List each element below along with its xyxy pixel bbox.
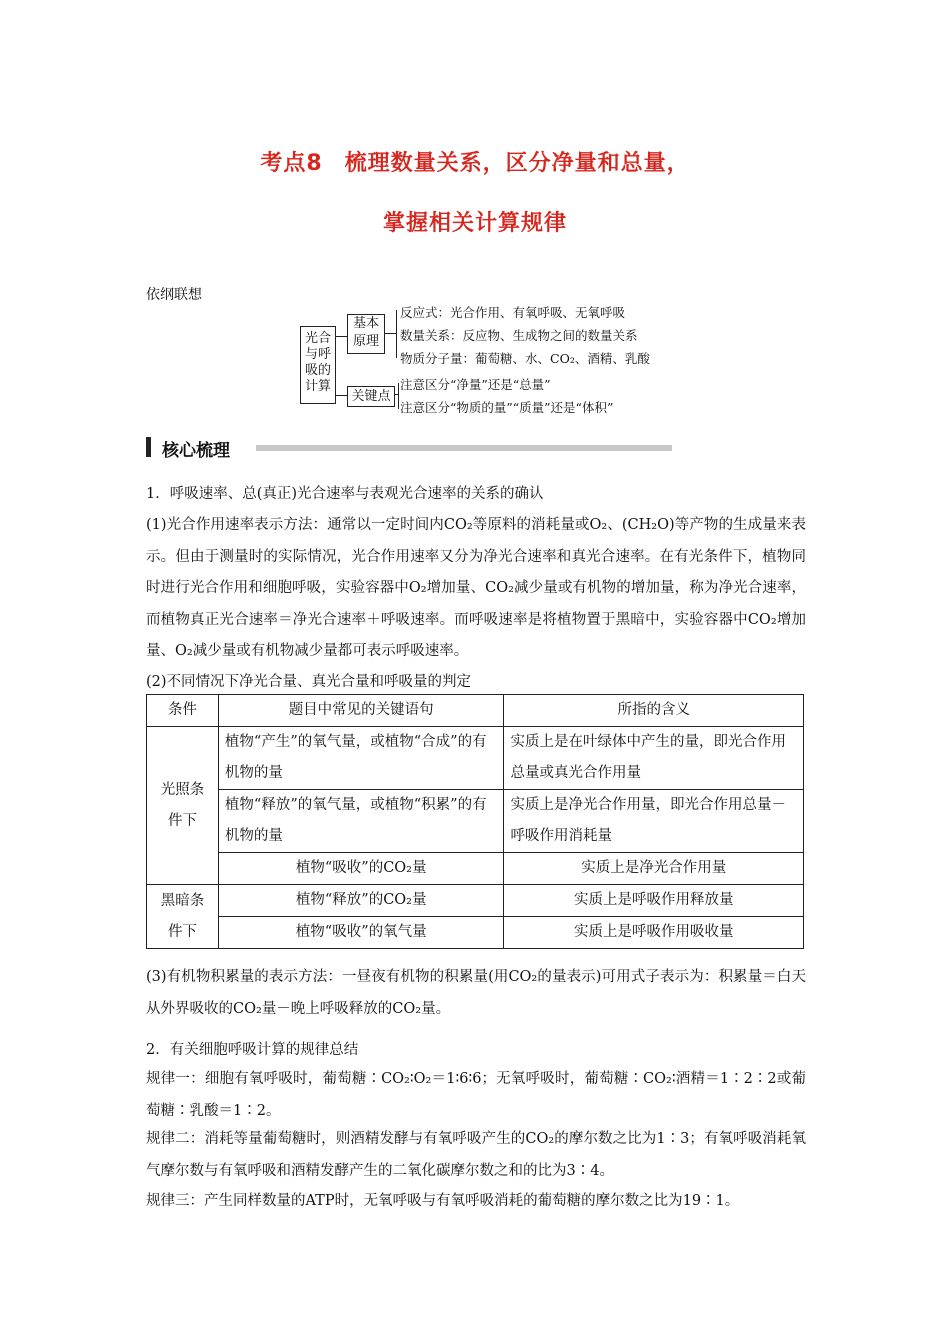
table-row (147, 917, 804, 949)
rule-3: 规律三：产生同样数量的ATP时，无氧呼吸与有氧呼吸消耗的葡萄糖的摩尔数之比为19∶1。 (146, 1193, 740, 1209)
table-row (147, 790, 804, 853)
condition-light: 光照条件下 (147, 727, 219, 885)
table-header-row (147, 695, 804, 727)
section-rule (256, 445, 672, 451)
table-cell: 实质上是净光合作用量，即光合作用总量－呼吸作用消耗量 (504, 790, 804, 853)
table-cell: 实质上是呼吸作用吸收量 (504, 917, 804, 949)
table-cell: 实质上是净光合作用量 (504, 853, 804, 885)
table-cell: 植物“产生”的氧气量，或植物“合成”的有机物的量 (218, 727, 504, 790)
connector (398, 383, 399, 409)
outline-label: 依纲联想 (146, 287, 202, 303)
table-cell: 实质上是呼吸作用释放量 (504, 885, 804, 917)
paragraph-1: (1)光合作用速率表示方法：通常以一定时间内CO₂等原料的消耗量或O₂、(CH₂O)等产物的生成量来表示。但由于测量时的实际情况，光合作用速率又分为净光合速率和真光合速率。在有光条件下，植物同时进行光合作用和细胞呼吸，实验容器中O₂增加量、CO₂减少量或有机物的增加量，称为净光合速率，而植物真正光合速率＝净光合速率＋呼吸速率。而呼吸速率是将植物置于黑暗中，实验容器中CO₂增加量、O₂减少量或有机物减少量都可表示呼吸速率。 (146, 517, 806, 659)
table-row (147, 885, 804, 917)
section-title: 核心梳理 (162, 441, 230, 461)
rule-1: 规律一：细胞有氧呼吸时，葡萄糖∶CO₂∶O₂＝1∶6∶6；无氧呼吸时，葡萄糖∶CO₂∶酒精＝1∶2∶2或葡萄糖∶乳酸＝1∶2。 (146, 1071, 806, 1119)
outline-item: 注意区分“净量”还是“总量” (400, 377, 551, 392)
judgement-table (146, 694, 804, 949)
table-cell: 实质上是在叶绿体中产生的量，即光合作用总量或真光合作用量 (504, 727, 804, 790)
connector (384, 333, 396, 334)
outline-item: 物质分子量：葡萄糖、水、CO₂、酒精、乳酸 (400, 351, 650, 366)
table-cell: 植物“吸收”的CO₂量 (218, 853, 504, 885)
table-header: 条件 (147, 695, 219, 727)
outline-item: 注意区分“物质的量”“质量”还是“体积” (400, 400, 614, 415)
outline-item: 数量关系：反应物、生成物之间的数量关系 (400, 328, 638, 343)
connector (335, 336, 336, 396)
heading-2: 2．有关细胞呼吸计算的规律总结 (146, 1042, 359, 1058)
page-title-line1 (0, 146, 950, 177)
section-marker (146, 437, 151, 457)
table-cell: 植物“吸收”的氧气量 (218, 917, 504, 949)
paragraph-2: (2)不同情况下净光合量、真光合量和呼吸量的判定 (146, 674, 472, 690)
outline-root: 光合与呼吸的计算 (300, 326, 336, 404)
page-title-line2: 掌握相关计算规律 (382, 211, 567, 236)
table-cell: 植物“释放”的CO₂量 (218, 885, 504, 917)
outline-item: 反应式：光合作用、有氧呼吸、无氧呼吸 (400, 305, 626, 320)
table-cell: 植物“释放”的氧气量，或植物“积累”的有机物的量 (218, 790, 504, 853)
connector (335, 395, 347, 396)
condition-dark: 黑暗条件下 (147, 885, 219, 949)
outline-branch-basic: 基本原理 (347, 314, 385, 354)
title-text-1: 梳理数量关系，区分净量和总量， (344, 151, 690, 176)
table-header: 题目中常见的关键语句 (218, 695, 504, 727)
rule-2: 规律二：消耗等量葡萄糖时，则酒精发酵与有氧呼吸产生的CO₂的摩尔数之比为1∶3；有氧呼吸消耗氧气摩尔数与有氧呼吸和酒精发酵产生的二氧化碳摩尔数之和的比为3∶4。 (146, 1131, 806, 1179)
concept-outline-diagram (300, 306, 650, 416)
table-row (147, 727, 804, 790)
heading-1: 1．呼吸速率、总(真正)光合速率与表观光合速率的关系的确认 (146, 486, 544, 502)
table-header: 所指的含义 (504, 695, 804, 727)
paragraph-3: (3)有机物积累量的表示方法：一昼夜有机物的积累量(用CO₂的量表示)可用式子表示为：积累量＝白天从外界吸收的CO₂量－晚上呼吸释放的CO₂量。 (146, 969, 806, 1017)
connector (335, 336, 347, 337)
table-row (147, 853, 804, 885)
outline-branch-key: 关键点 (347, 386, 395, 407)
connector (396, 310, 397, 358)
topic-number: 考点8 (260, 151, 323, 176)
